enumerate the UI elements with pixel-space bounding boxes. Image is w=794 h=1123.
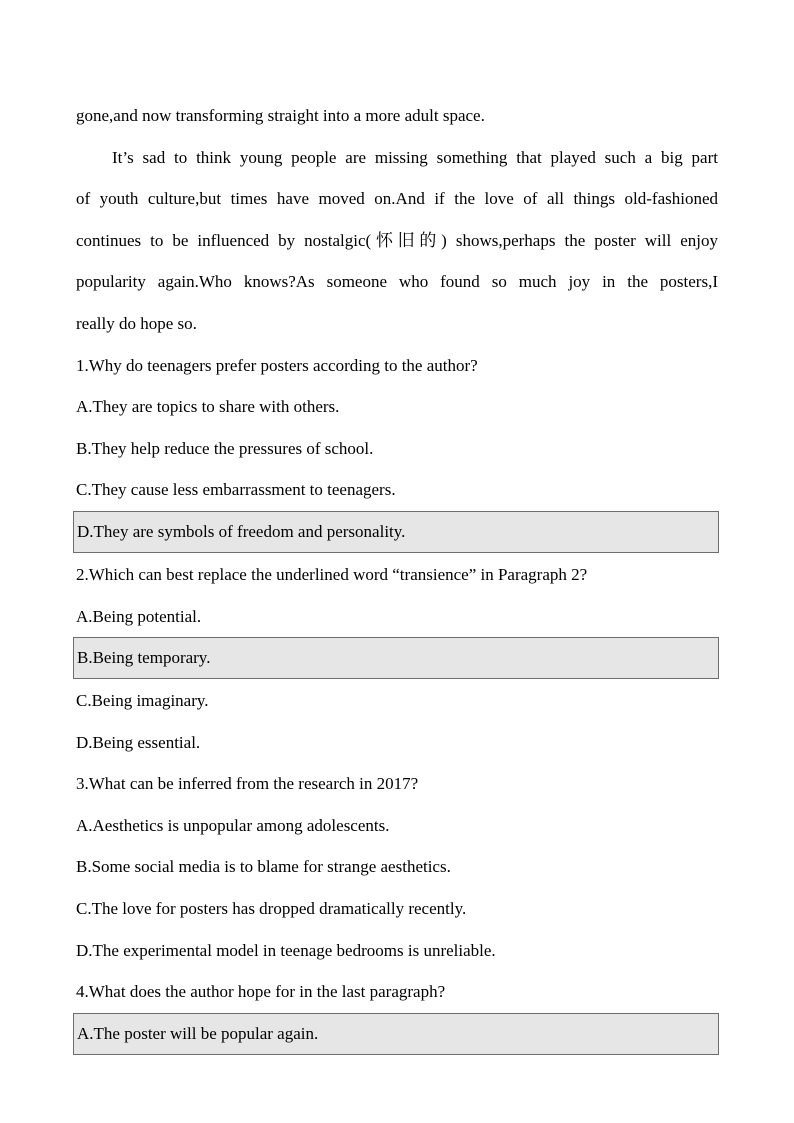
correct-answer-box bbox=[73, 1013, 719, 1055]
answer-option: A.Being potential. bbox=[76, 607, 202, 626]
question-stem: 2.Which can best replace the underlined word “transience” in Paragraph 2? bbox=[76, 565, 588, 584]
passage-line: gone,and now transforming straight into a more adult space. bbox=[76, 106, 485, 125]
passage-line: continues to be influenced by nostalgic(怀旧的) shows,perhaps the poster will enjoy bbox=[76, 231, 718, 250]
answer-option: B.They help reduce the pressures of school. bbox=[76, 439, 374, 458]
answer-option-correct: A.The poster will be popular again. bbox=[77, 1024, 319, 1043]
answer-option-correct: D.They are symbols of freedom and personality. bbox=[77, 522, 406, 541]
question-stem: 3.What can be inferred from the research in 2017? bbox=[76, 774, 419, 793]
passage-line: really do hope so. bbox=[76, 314, 197, 333]
answer-option: A.They are topics to share with others. bbox=[76, 397, 340, 416]
question-stem: 1.Why do teenagers prefer posters according to the author? bbox=[76, 356, 478, 375]
passage-line: It’s sad to think young people are missing something that played such a big part bbox=[112, 148, 718, 167]
answer-option: A.Aesthetics is unpopular among adolescents. bbox=[76, 816, 390, 835]
answer-option-correct: B.Being temporary. bbox=[77, 648, 211, 667]
answer-option: C.The love for posters has dropped dramatically recently. bbox=[76, 899, 467, 918]
answer-option: B.Some social media is to blame for strange aesthetics. bbox=[76, 857, 451, 876]
passage-line: popularity again.Who knows?As someone who found so much joy in the posters,I bbox=[76, 272, 718, 291]
answer-option: C.They cause less embarrassment to teenagers. bbox=[76, 480, 396, 499]
correct-answer-box bbox=[73, 637, 719, 679]
answer-option: C.Being imaginary. bbox=[76, 691, 209, 710]
answer-option: D.Being essential. bbox=[76, 733, 201, 752]
question-stem: 4.What does the author hope for in the last paragraph? bbox=[76, 982, 446, 1001]
correct-answer-box bbox=[73, 511, 719, 553]
passage-line: of youth culture,but times have moved on.And if the love of all things old-fashioned bbox=[76, 189, 718, 208]
answer-option: D.The experimental model in teenage bedrooms is unreliable. bbox=[76, 941, 496, 960]
